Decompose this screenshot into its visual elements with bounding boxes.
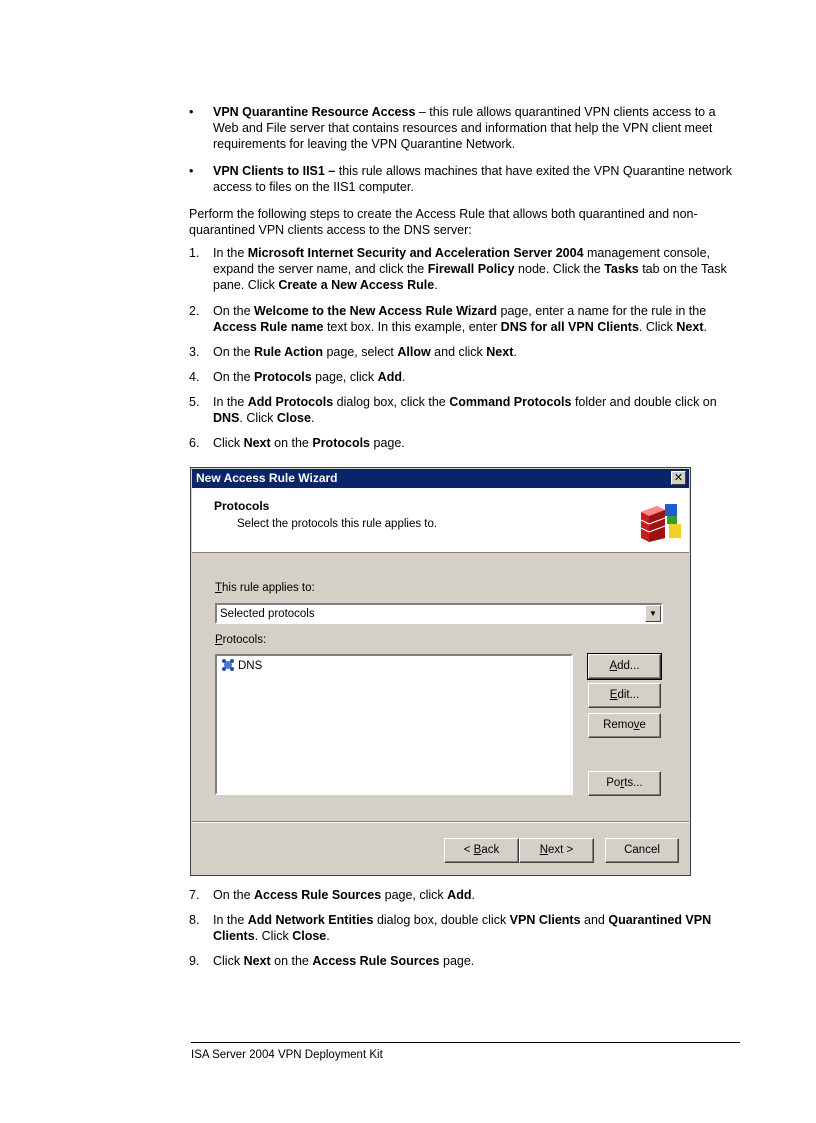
ports-button[interactable]: Ports... [588,771,661,796]
wizard-header [192,488,689,553]
protocols-label: Protocols: [215,634,267,646]
new-access-rule-wizard-dialog [190,467,691,876]
select-value: Selected protocols [220,608,315,620]
bullet-title: VPN Clients to IIS1 – [213,164,339,178]
bullet-text: – this rule allows quarantined VPN clients access to a Web and File server that contains resources and information that help the VPN client meet requirements for leaving the VPN Quarantine Network. [213,105,716,151]
step-number: 8. [189,913,200,927]
applies-to-select[interactable] [215,603,663,624]
bullet-vpn-clients-iis1 [189,163,744,195]
edit-button[interactable]: Edit... [588,683,661,708]
step-number: 3. [189,345,200,359]
close-button[interactable]: ✕ [671,471,686,485]
page-footer: ISA Server 2004 VPN Deployment Kit [191,1049,383,1061]
step-1: 1. In the Microsoft Internet Security and Acceleration Server 2004 management console, expand the server name, and click the Firewall Policy node. Click the Tasks tab on the Task pane. Click Create a New Access Rule. [189,246,727,292]
step-number: 6. [189,436,200,450]
next-button[interactable]: Next > [519,838,594,863]
step-7: 7. On the Access Rule Sources page, click Add. [189,888,475,902]
step-5: 5. In the Add Protocols dialog box, click the Command Protocols folder and double click on DNS. Click Close. [189,395,717,425]
wizard-page-title: Protocols [214,499,270,513]
bullet-dot: • [189,105,194,119]
step-number: 4. [189,370,200,384]
back-button[interactable]: < Back [444,838,519,863]
list-item-label: DNS [238,660,263,672]
intro-paragraph: Perform the following steps to create the Access Rule that allows both quarantined and non-quarantined VPN clients access to the DNS server: [189,207,698,237]
bullet-text: this rule allows machines that have exited the VPN Quarantine network access to files on the IIS1 computer. [213,164,732,194]
step-9: 9. Click Next on the Access Rule Sources page. [189,954,475,968]
dialog-footer-divider [192,821,689,823]
dialog-title: New Access Rule Wizard [196,471,338,485]
firewall-rule-icon [635,498,681,544]
bullet-dot: • [189,164,194,178]
applies-to-label: This rule applies to: [215,582,315,594]
step-4: 4. On the Protocols page, click Add. [189,370,406,384]
step-number: 5. [189,395,200,409]
footer-divider [191,1042,740,1043]
step-2: 2. On the Welcome to the New Access Rule Wizard page, enter a name for the rule in the Access Rule name text box. In this example, enter DNS for all VPN Clients. Click Next. [189,304,707,334]
step-3: 3. On the Rule Action page, select Allow and click Next. [189,345,517,359]
cancel-button[interactable]: Cancel [605,838,679,863]
step-6: 6. Click Next on the Protocols page. [189,436,405,450]
bullet-quarantine-resource-access [189,104,744,152]
protocols-listbox[interactable] [215,654,573,795]
step-8: 8. In the Add Network Entities dialog box, double click VPN Clients and Quarantined VPN Clients. Click Close. [189,913,712,943]
step-number: 2. [189,304,200,318]
dialog-titlebar [192,469,689,488]
wizard-page-subtitle: Select the protocols this rule applies to. [237,518,438,530]
list-item[interactable] [221,658,262,674]
add-button[interactable]: Add... [588,654,661,679]
remove-button[interactable]: Remove [588,713,661,738]
step-number: 9. [189,954,200,968]
protocol-icon [221,658,235,672]
step-number: 7. [189,888,200,902]
dropdown-arrow-icon[interactable]: ▼ [645,605,661,622]
bullet-title: VPN Quarantine Resource Access [213,105,416,119]
step-number: 1. [189,246,200,260]
